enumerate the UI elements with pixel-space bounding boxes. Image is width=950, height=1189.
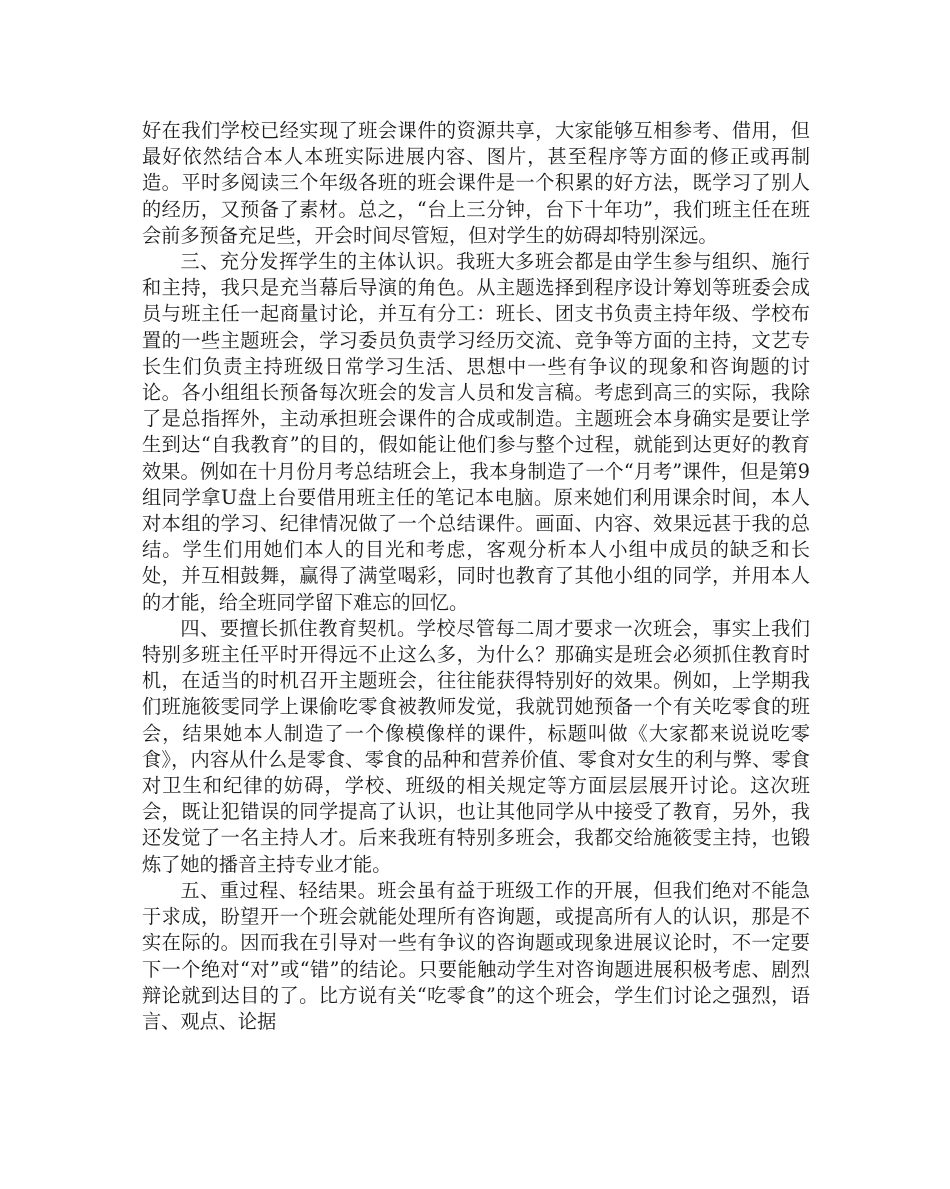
document-body bbox=[142, 118, 810, 1035]
paragraph-section-4: 四、要擅长抓住教育契机。学校尽管每二周才要求一次班会，事实上我们特别多班主任平时开得远不止这么多，为什么？那确实是班会必须抓住教育时机，在适当的时机召开主题班会，往往能获得特别好的效果。例如，上学期我们班施筱雯同学上课偷吃零食被教师发觉，我就罚她预备一个有关吃零食的班会，结果她本人制造了一个像模像样的课件，标题叫做《大家都来说说吃零食》，内容从什么是零食、零食的品种和营养价值、零食对女生的利与弊、零食对卫生和纪律的妨碍，学校、班级的相关规定等方面层层展开讨论。这次班会，既让犯错误的同学提高了认识，也让其他同学从中接受了教育，另外，我还发觉了一名主持人才。后来我班有特别多班会，我都交给施筱雯主持，也锻炼了她的播音主持专业才能。 bbox=[142, 616, 810, 876]
paragraph-section-5: 五、重过程、轻结果。班会虽有益于班级工作的开展，但我们绝对不能急于求成，盼望开一个班会就能处理所有咨询题，或提高所有人的认识，那是不实在际的。因而我在引导对一些有争议的咨询题或现象进展议论时，不一定要下一个绝对“对”或“错”的结论。只要能触动学生对咨询题进展积极考虑、剧烈辩论就到达目的了。比方说有关“吃零食”的这个班会，学生们讨论之强烈，语言、观点、论据 bbox=[142, 878, 810, 1033]
paragraph-section-3: 三、充分发挥学生的主体认识。我班大多班会都是由学生参与组织、施行和主持，我只是充当幕后导演的角色。从主题选择到程序设计筹划等班委会成员与班主任一起商量讨论，并互有分工：班长、团支书负责主持年级、学校布置的一些主题班会，学习委员负责学习经历交流、竞争等方面的主持，文艺专长生们负责主持班级日常学习生活、思想中一些有争议的现象和咨询题的讨论。各小组组长预备每次班会的发言人员和发言稿。考虑到高三的实际，我除了是总指挥外，主动承担班会课件的合成或制造。主题班会本身确实是要让学生到达“自我教育”的目的，假如能让他们参与整个过程，就能到达更好的教育效果。例如在十月份月考总结班会上，我本身制造了一个“月考”课件，但是第9组同学拿U盘上台要借用班主任的笔记本电脑。原来她们利用课余时间，本人对本组的学习、纪律情况做了一个总结课件。画面、内容、效果远甚于我的总结。学生们用她们本人的目光和考虑，客观分析本人小组中成员的缺乏和长处，并互相鼓舞，赢得了满堂喝彩，同时也教育了其他小组的同学，并用本人的才能，给全班同学留下难忘的回忆。 bbox=[142, 250, 810, 614]
paragraph-intro: 好在我们学校已经实现了班会课件的资源共享，大家能够互相参考、借用，但最好依然结合本人本班实际进展内容、图片，甚至程序等方面的修正或再制造。平时多阅读三个年级各班的班会课件是一个积累的好方法，既学习了别人的经历，又预备了素材。总之，“台上三分钟，台下十年功”，我们班主任在班会前多预备充足些，开会时间尽管短，但对学生的妨碍却特别深远。 bbox=[142, 119, 810, 247]
